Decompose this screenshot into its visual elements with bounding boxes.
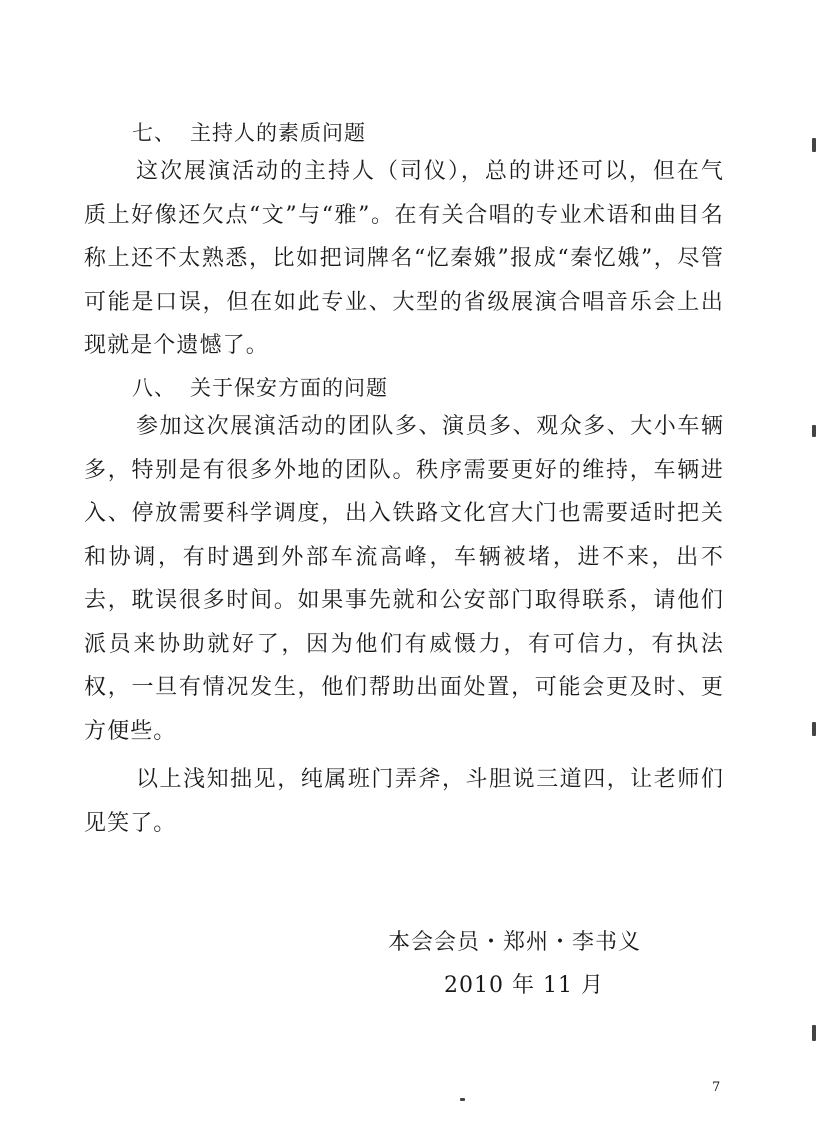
section-heading-8 [132,372,388,402]
closing-paragraph: 以上浅知拙见，纯属班门弄斧，斗胆说三道四，让老师们见笑了。 [84,767,724,836]
scan-speck [460,1098,465,1101]
section-paragraph-7: 这次展演活动的主持人（司仪），总的讲还可以，但在气质上好像还欠点“文”与“雅”。在有关合唱的专业术语和曲目名称上还不太熟悉，比如把词牌名“忆秦娥”报成“秦忆娥”，尽管可能是口误，但在如此专业、大型的省级展演合唱音乐会上出现就是个遗憾了。 [84,159,724,358]
section-title: 主持人的素质问题 [190,121,366,145]
section-title: 关于保安方面的问题 [190,376,388,400]
section-heading-7 [132,117,366,147]
scan-speck [812,138,816,152]
page-number: 7 [712,1080,721,1095]
scan-speck [812,425,816,437]
signature-author: 本会会员・郑州・李书义 [388,930,642,955]
section-paragraph-8: 参加这次展演活动的团队多、演员多、观众多、大小车辆多，特别是有很多外地的团队。秩序需要更好的维持，车辆进入、停放需要科学调度，出入铁路文化宫大门也需要适时把关和协调，有时遇到外部车流高峰，车辆被堵，进不来，出不去，耽误很多时间。如果事先就和公安部门取得联系，请他们派员来协助就好了，因为他们有威慑力，有可信力，有执法权，一旦有情况发生，他们帮助出面处置，可能会更及时、更方便些。 [84,414,724,744]
scan-speck [812,722,816,736]
scan-speck [812,1025,816,1041]
section-number: 七、 [132,121,176,145]
section-number: 八、 [132,376,176,400]
signature-date: 2010 年 11 月 [444,973,604,998]
